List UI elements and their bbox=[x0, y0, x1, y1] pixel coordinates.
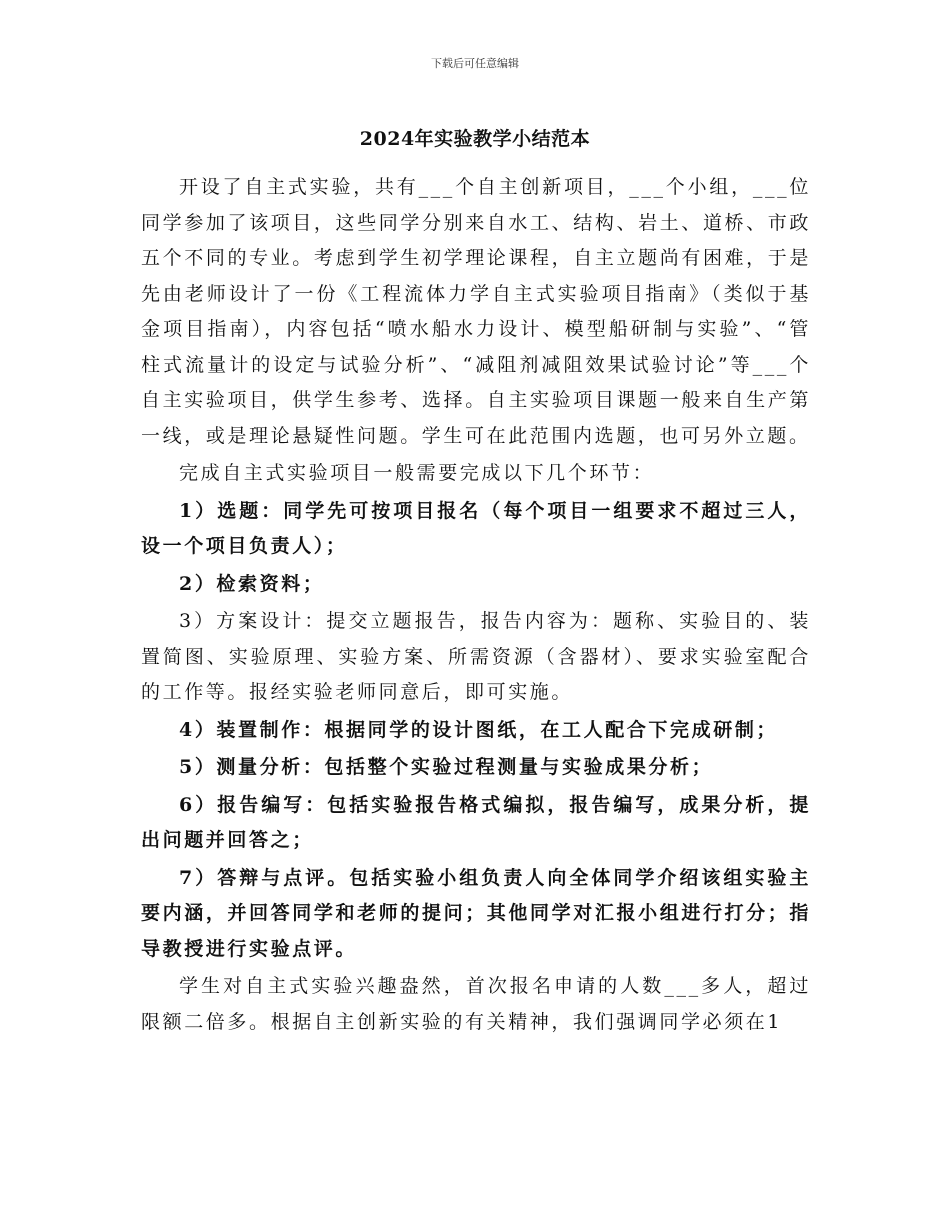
paragraph-steps-intro: 完成自主式实验项目一般需要完成以下几个环节： bbox=[179, 462, 655, 484]
step-4-device-fabrication: 4）装置制作：根据同学的设计图纸，在工人配合下完成研制； bbox=[179, 718, 779, 741]
step-5-measurement-analysis: 5）测量分析：包括整个实验过程测量与实验成果分析； bbox=[179, 756, 714, 778]
paragraph-student-interest: 学生对自主式实验兴趣盎然，首次报名申请的人数___多人，超过限额二倍多。根据自主创新实验的有关精神，我们强调同学必须在1 bbox=[141, 975, 811, 1033]
step-6-report-writing: 6）报告编写：包括实验报告格式编拟，报告编写，成果分析，提出问题并回答之； bbox=[141, 793, 811, 851]
paragraph-intro: 开设了自主式实验，共有___个自主创新项目，___个小组，___位同学参加了该项目，这些同学分别来自水工、结构、岩土、道桥、市政五个不同的专业。考虑到学生初学理论课程，自主立题尚有困难，于是先由老师设计了一份《工程流体力学自主式实验项目指南》（类似于基金项目指南），内容包括“喷水船水力设计、模型船研制与实验”、“管柱式流量计的设定与试验分析”、“减阻剂减阻效果试验讨论”等___个自主实验项目，供学生参考、选择。自主实验项目课题一般来自生产第一线，或是理论悬疑性问题。学生可在此范围内选题，也可另外立题。 bbox=[141, 176, 811, 447]
step-1-topic-selection: 1）选题：同学先可按项目报名（每个项目一组要求不超过三人，设一个项目负责人）； bbox=[141, 499, 811, 557]
header-note: 下载后可任意编辑 bbox=[431, 57, 519, 70]
document-body bbox=[141, 170, 811, 1042]
step-3-plan-design: 3）方案设计：提交立题报告，报告内容为：题称、实验目的、装置简图、实验原理、实验方案、所需资源（含器材）、要求实验室配合的工作等。报经实验老师同意后，即可实施。 bbox=[141, 610, 811, 703]
document-title: 2024年实验教学小结范本 bbox=[359, 128, 591, 150]
step-7-defense-review: 7）答辩与点评。包括实验小组负责人向全体同学介绍该组实验主要内涵，并回答同学和老师的提问；其他同学对汇报小组进行打分；指导教授进行实验点评。 bbox=[141, 866, 811, 960]
step-2-literature-search: 2）检索资料； bbox=[179, 572, 325, 595]
